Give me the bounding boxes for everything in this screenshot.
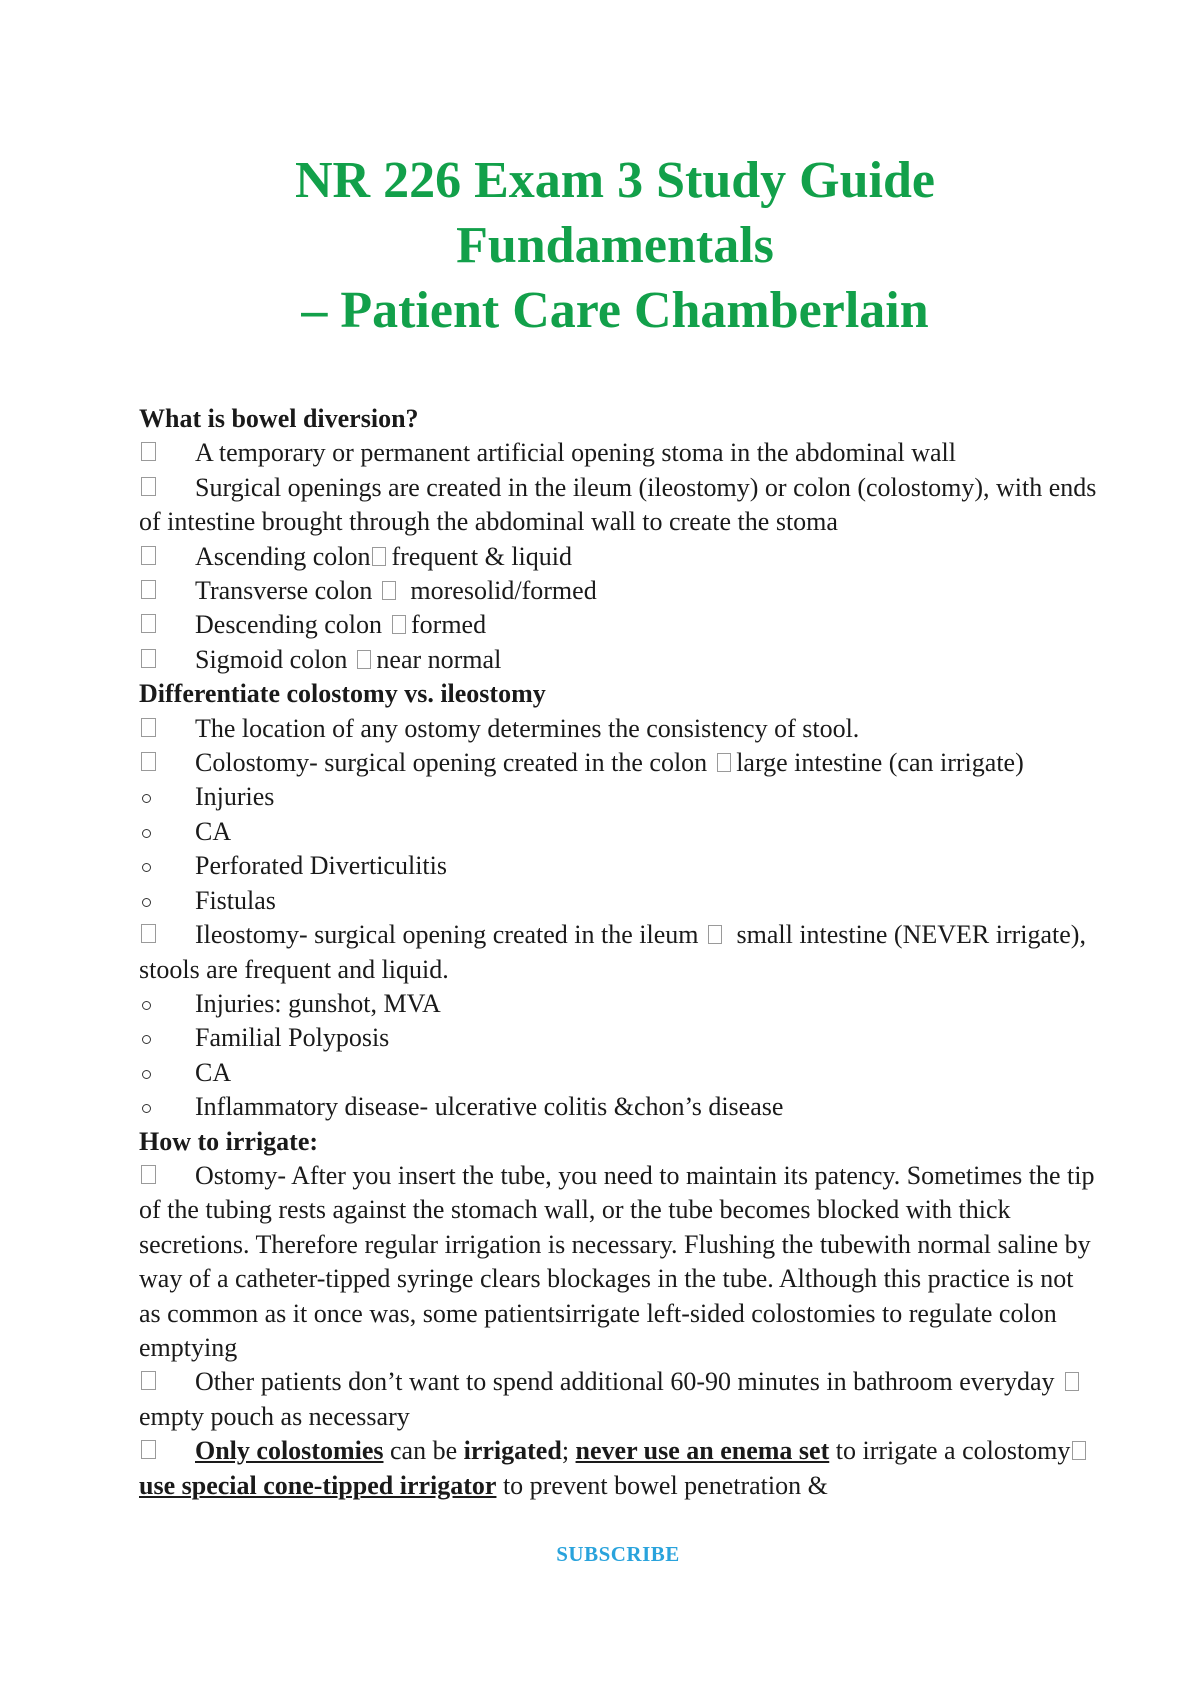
title-line-1: NR 226 Exam 3 Study Guide [295, 152, 935, 209]
arrow-box-icon [357, 650, 371, 669]
checkbox-bullet-icon [141, 643, 171, 677]
arrow-box-icon [1072, 1441, 1086, 1460]
list-item: Transverse colon moresolid/formed [139, 574, 1099, 608]
list-item: Ileostomy- surgical opening created in the ileum small intestine (NEVER irrigate), stools are frequent and liquid. [139, 920, 1086, 984]
sub-list-item: Perforated Diverticulitis [139, 849, 1099, 883]
arrow-box-icon [382, 581, 396, 600]
circle-bullet-icon [141, 815, 171, 849]
subscribe-link[interactable]: SUBSCRIBE [556, 1542, 680, 1566]
checkbox-bullet-icon [141, 1159, 171, 1193]
arrow-box-icon [1065, 1372, 1079, 1391]
sub-list-item: Injuries: gunshot, MVA [139, 987, 1099, 1021]
list-item: Colostomy- surgical opening created in the colon large intestine (can irrigate) [139, 746, 1099, 780]
list-item: Other patients don’t want to spend additional 60-90 minutes in bathroom everydayempty pouch as necessary [139, 1365, 1099, 1434]
title-line-2: Fundamentals [456, 217, 774, 274]
checkbox-bullet-icon [141, 1434, 171, 1468]
document-title [0, 148, 1200, 343]
title-line-3: – Patient Care Chamberlain [301, 282, 929, 339]
list-item: The location of any ostomy determines the consistency of stool. [139, 712, 1099, 746]
section-heading-bowel-diversion: What is bowel diversion? [139, 404, 419, 433]
checkbox-bullet-icon [141, 712, 171, 746]
section-heading-differentiate: Differentiate colostomy vs. ileostomy [139, 679, 546, 709]
checkbox-bullet-icon [141, 436, 171, 470]
list-item: Ostomy- After you insert the tube, you need to maintain its patency. Sometimes the tip of the tubing rests against the stomach wall, or the tube becomes blocked with thick secretions. Therefore regular irrigation is necessary. Flushing the tubewith normal saline by way of a catheter-tipped syringe clears blockages in the tube. Although this practice is not as common as it once was, some patientsirrigate left-sided colostomies to regulate colon emptying [139, 1160, 1095, 1362]
list-item: Ascending colon frequent & liquid [139, 540, 1099, 574]
circle-bullet-icon [141, 780, 171, 814]
document-body [139, 402, 1099, 1503]
checkbox-bullet-icon [141, 746, 171, 780]
list-item: Descending colon formed [139, 608, 1099, 642]
arrow-box-icon [708, 925, 722, 944]
arrow-box-icon [717, 753, 731, 772]
sub-list-item: Injuries [139, 780, 1099, 814]
circle-bullet-icon [141, 1021, 171, 1055]
circle-bullet-icon [141, 849, 171, 883]
checkbox-bullet-icon [141, 471, 171, 505]
list-item: Sigmoid colon near normal [139, 643, 1099, 677]
checkbox-bullet-icon [141, 608, 171, 642]
checkbox-bullet-icon [141, 1365, 171, 1399]
checkbox-bullet-icon [141, 918, 171, 952]
list-item: Surgical openings are created in the ileum (ileostomy) or colon (colostomy), with ends of intestine brought through the abdominal wall to create the stoma [139, 472, 1097, 537]
circle-bullet-icon [141, 884, 171, 918]
sub-list-item: Familial Polyposis [139, 1021, 1099, 1055]
circle-bullet-icon [141, 987, 171, 1021]
sub-list-item: CA [139, 1056, 1099, 1090]
sub-list-item: Inflammatory disease- ulcerative colitis &chon’s disease [139, 1090, 1099, 1124]
sub-list-item: Fistulas [139, 884, 1099, 918]
checkbox-bullet-icon [141, 540, 171, 574]
list-item: A temporary or permanent artificial opening stoma in the abdominal wall [139, 436, 1099, 470]
circle-bullet-icon [141, 1056, 171, 1090]
section-heading-irrigate: How to irrigate: [139, 1126, 319, 1156]
arrow-box-icon [372, 547, 386, 566]
list-item: Only colostomies can be irrigated; never use an enema set to irrigate a colostomyuse special cone-tipped irrigator to prevent bowel penetration & [139, 1434, 1099, 1503]
checkbox-bullet-icon [141, 574, 171, 608]
circle-bullet-icon [141, 1090, 171, 1124]
arrow-box-icon [392, 615, 406, 634]
sub-list-item: CA [139, 815, 1099, 849]
